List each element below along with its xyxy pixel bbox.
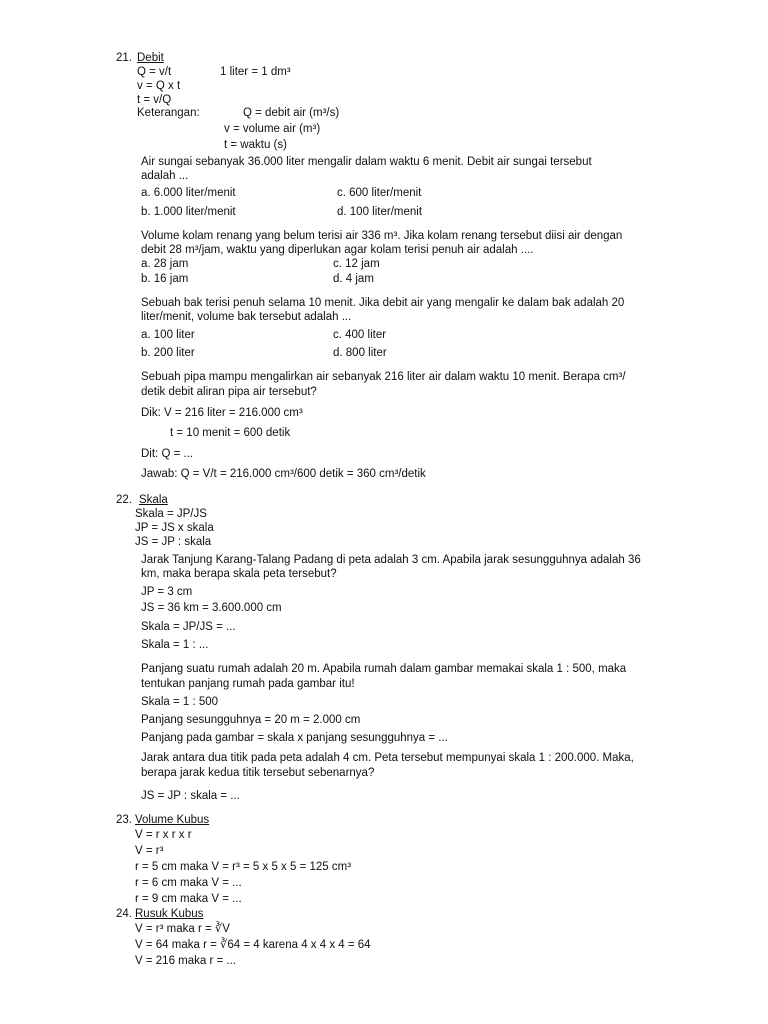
section-title: Skala: [139, 494, 168, 506]
formula: V = 216 maka r = ...: [135, 955, 236, 967]
section-number: 24.: [116, 908, 132, 920]
formula: Q = v/t: [137, 66, 172, 78]
formula: V = r³ maka r = ∛V: [135, 923, 230, 935]
formula: V = r³: [135, 845, 164, 857]
solution-line: Panjang sesungguhnya = 20 m = 2.000 cm: [141, 714, 361, 726]
question-text: Air sungai sebanyak 36.000 liter mengalir dalam waktu 6 menit. Debit air sungai tersebut: [141, 156, 592, 168]
option: a. 6.000 liter/menit: [141, 187, 236, 199]
option: c. 600 liter/menit: [337, 187, 422, 199]
question-text: Volume kolam renang yang belum terisi air 336 m³. Jika kolam renang tersebut diisi air dengan: [141, 230, 623, 242]
option: c. 12 jam: [333, 258, 380, 270]
section-number: 22.: [116, 494, 132, 506]
section-number: 23.: [116, 814, 132, 826]
solution-line: JP = 3 cm: [141, 586, 193, 598]
formula: V = 64 maka r = ∛64 = 4 karena 4 x 4 x 4 = 64: [135, 939, 371, 951]
option: d. 800 liter: [333, 347, 387, 359]
solution-line: Skala = 1 : 500: [141, 696, 219, 708]
formula: r = 6 cm maka V = ...: [135, 877, 242, 889]
solution-line: Jawab: Q = V/t = 216.000 cm³/600 detik = 360 cm³/detik: [141, 468, 426, 480]
legend-item: t = waktu (s): [224, 139, 287, 151]
formula: r = 5 cm maka V = r³ = 5 x 5 x 5 = 125 cm³: [135, 861, 352, 873]
solution-line: Dit: Q = ...: [141, 448, 194, 460]
question-text: tentukan panjang rumah pada gambar itu!: [141, 678, 355, 690]
formula: Skala = JP/JS: [135, 508, 207, 520]
option: d. 4 jam: [333, 273, 374, 285]
question-text: Jarak antara dua titik pada peta adalah 4 cm. Peta tersebut mempunyai skala 1 : 200.000. Maka,: [141, 752, 634, 764]
question-text: Panjang suatu rumah adalah 20 m. Apabila rumah dalam gambar memakai skala 1 : 500, maka: [141, 663, 627, 675]
option: c. 400 liter: [333, 329, 387, 341]
formula: V = r x r x r: [135, 829, 192, 841]
option: a. 28 jam: [141, 258, 189, 270]
question-text: km, maka berapa skala peta tersebut?: [141, 568, 337, 580]
formula: t = v/Q: [137, 94, 172, 106]
formula: v = Q x t: [137, 80, 181, 92]
option: a. 100 liter: [141, 329, 195, 341]
solution-line: Panjang pada gambar = skala x panjang sesungguhnya = ...: [141, 732, 448, 744]
solution-line: Dik: V = 216 liter = 216.000 cm³: [141, 407, 303, 419]
legend-item: Q = debit air (m³/s): [243, 107, 340, 119]
question-text: adalah ...: [141, 170, 189, 182]
option: d. 100 liter/menit: [337, 206, 423, 218]
solution-line: Skala = JP/JS = ...: [141, 621, 236, 633]
formula: JS = JP : skala: [135, 536, 212, 548]
question-text: detik debit aliran pipa air tersebut?: [141, 386, 317, 398]
section-title: Volume Kubus: [135, 814, 210, 826]
question-text: Sebuah bak terisi penuh selama 10 menit. Jika debit air yang mengalir ke dalam bak adalah 20: [141, 297, 625, 309]
legend-item: v = volume air (m³): [224, 123, 321, 135]
section-title: Rusuk Kubus: [135, 908, 204, 920]
solution-line: t = 10 menit = 600 detik: [170, 427, 291, 439]
section-title: Debit: [137, 52, 164, 64]
solution-line: Skala = 1 : ...: [141, 639, 209, 651]
formula-note: 1 liter = 1 dm³: [220, 66, 291, 78]
solution-line: JS = JP : skala = ...: [141, 790, 240, 802]
question-text: Sebuah pipa mampu mengalirkan air sebanyak 216 liter air dalam waktu 10 menit. Berapa cm³/: [141, 371, 626, 383]
question-text: debit 28 m³/jam, waktu yang diperlukan agar kolam terisi penuh air adalah ....: [141, 244, 534, 256]
formula: JP = JS x skala: [135, 522, 214, 534]
formula: r = 9 cm maka V = ...: [135, 893, 242, 905]
legend-label: Keterangan:: [137, 107, 200, 119]
solution-line: JS = 36 km = 3.600.000 cm: [141, 602, 282, 614]
question-text: Jarak Tanjung Karang-Talang Padang di peta adalah 3 cm. Apabila jarak sesungguhnya adalah 36: [141, 554, 641, 566]
question-text: liter/menit, volume bak tersebut adalah ...: [141, 311, 352, 323]
option: b. 200 liter: [141, 347, 195, 359]
question-text: berapa jarak kedua titik tersebut sebenarnya?: [141, 767, 375, 779]
section-number: 21.: [116, 52, 132, 64]
option: b. 16 jam: [141, 273, 189, 285]
option: b. 1.000 liter/menit: [141, 206, 236, 218]
